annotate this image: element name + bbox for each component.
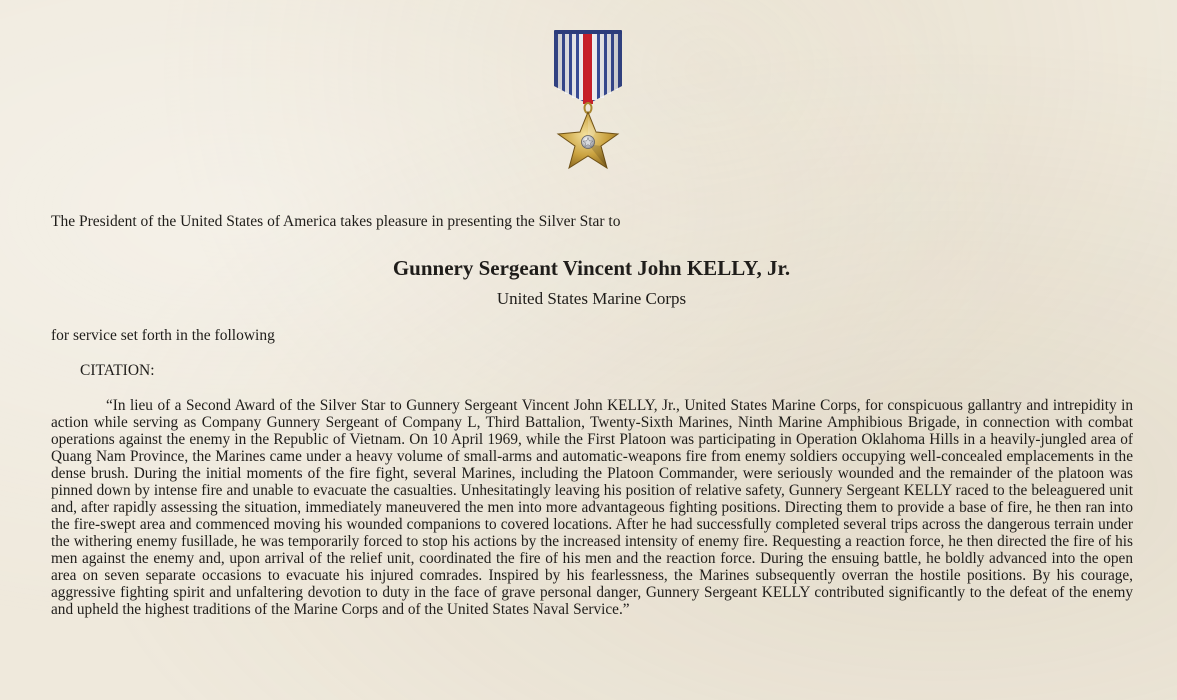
service-branch: United States Marine Corps [496, 289, 687, 308]
presentation-intro: The President of the United States of America takes pleasure in presenting the Silver Star to [51, 213, 621, 230]
citation-body: “In lieu of a Second Award of the Silver Star to Gunnery Sergeant Vincent John KELLY, Jr., United States Marine Corps, for conspicuous gallantry and intrepidity in action while serving as Company Gunnery Sergeant of Company L, Third Battalion, Twenty-Sixth Marines, Ninth Marine Amphibious Brigade, in connection with combat operations against the enemy in the Republic of Vietnam. On 10 April 1969, while the First Platoon was participating in Operation Oklahoma Hills in a heavily-jungled area of Quang Nam Province, the Marines came under a heavy volume of small-arms and automatic-weapons fire from enemy soldiers occupying well-concealed emplacements in the dense brush. During the initial moments of the fire fight, several Marines, including the Platoon Commander, were seriously wounded and the remainder of the platoon was pinned down by intense fire and unable to evacuate the casualties. Unhesitatingly leaving his position of relative safety, Gunnery Sergeant KELLY raced to the beleaguered unit and, after rapidly assessing the situation, immediately maneuvered the men into more advantageous fighting positions. Directing them to provide a base of fire, he then ran into the fire-swept area and commenced moving his wounded companions to covered locations. After he had successfully completed several trips across the dangerous terrain under the withering enemy fusillade, he was temporarily forced to stop his actions by the increased intensity of enemy fire. Requesting a reaction force, he then directed the fire of his men against the enemy and, upon arrival of the relief unit, coordinated the fire of his men and the reaction force. During the ensuing battle, he boldly advanced into the open area on seven separate occasions to evacuate his injured comrades. Inspired by his fearlessness, the Marines subsequently overran the hostile positions. By his courage, aggressive fighting spirit and unfaltering devotion to duty in the face of grave personal danger, Gunnery Sergeant KELLY contributed significantly to the defeat of the enemy and upheld the highest traditions of the Marine Corps and of the United States Naval Service.” [51, 397, 1133, 618]
for-service-line: for service set forth in the following [51, 327, 275, 344]
recipient-name: Gunnery Sergeant Vincent John KELLY, Jr. [392, 256, 791, 280]
silver-star-medal-icon [550, 28, 626, 178]
citation-heading: CITATION: [80, 362, 155, 379]
